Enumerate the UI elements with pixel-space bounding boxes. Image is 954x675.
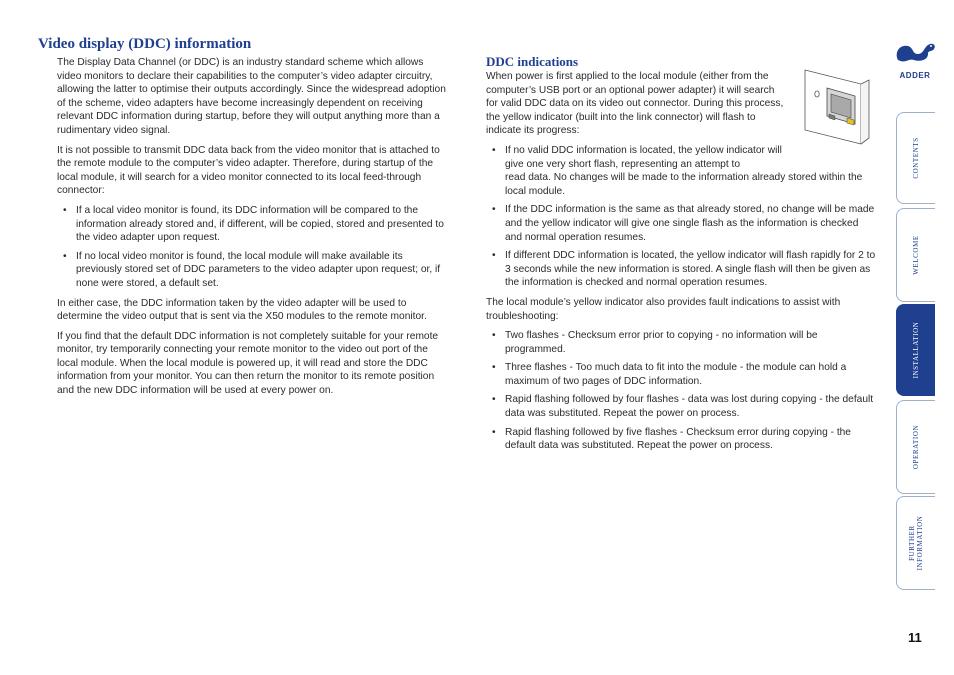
list-item-start: • If no valid DDC information is located, the yellow indicator will give one very short flash, representing an attempt to (505, 144, 782, 170)
left-column (57, 56, 449, 404)
list-item: • If different DDC information is located, the yellow indicator will flash rapidly for 2 to 3 seconds while the new information is stored. A single flash will then be given as the information is checked and normal operation resumes. (486, 249, 878, 290)
page-title: Video display (DDC) information (38, 36, 252, 52)
link-connector-illustration (803, 66, 873, 146)
tab-welcome[interactable] (896, 208, 935, 302)
tab-label: FURTHER INFORMATION (908, 515, 924, 571)
list-item: • Rapid flashing followed by five flashes - Checksum error during copying - the default data was substituted. Repeat the power on process. (486, 426, 878, 453)
fault-list (486, 329, 878, 453)
bullet-list (486, 144, 878, 290)
paragraph: When power is first applied to the local module (either from the computer’s USB port or an optional power adapter) it will search for valid DDC data on its video out connector. During this process, the yellow indicator (built into the link connector) will flash to indicate its progress: (486, 71, 784, 137)
tab-further-information[interactable] (896, 496, 935, 590)
list-item: • If the DDC information is the same as that already stored, no change will be made and the yellow indicator will give one single flash as the information is checked and normal operation resumes. (486, 203, 878, 244)
tab-operation[interactable] (896, 400, 935, 494)
paragraph: In either case, the DDC information taken by the video adapter will be used to determine the video output that is sent via the X50 modules to the remote monitor. (57, 297, 427, 323)
tab-installation[interactable] (896, 304, 935, 396)
tab-label: INSTALLATION (912, 321, 920, 379)
snake-logo-icon (892, 38, 938, 66)
paragraph: If you find that the default DDC information is not completely suitable for your remote monitor, try temporarily connecting your remote monitor to the video out port of the local module. When the local module is powered up, it will read and store the DDC information from your monitor. You can then return the monitor to its remote position and the new DDC information will be used at every power on. (57, 330, 439, 397)
paragraph: The Display Data Channel (or DDC) is an industry standard scheme which allows video monitors to declare their capabilities to the computer’s video adapter circuitry, allowing the latter to optimise their outputs accordingly. Since the widespread adoption of the scheme, video adapters have become increasingly dependent on receiving relevant DDC information during startup, before they will output anything more than a rudimentary video signal. (57, 57, 446, 136)
adder-logo (892, 38, 938, 80)
paragraph: The local module’s yellow indicator also provides fault indications to assist with troubleshooting: (486, 296, 841, 322)
logo-text: ADDER (899, 71, 931, 80)
list-item: • If no local video monitor is found, the local module will make available its previously stored set of DDC parameters to the video adapter upon request; or, if none were stored, a default set. (57, 250, 449, 291)
tab-label: OPERATION (912, 424, 920, 470)
paragraph: It is not possible to transmit DDC data back from the video monitor that is attached to the remote module to the computer’s video adapter. Therefore, during startup of the local module, it will search for a video monitor connected to its local feed-through connector: (57, 144, 440, 197)
list-item: • Two flashes - Checksum error prior to copying - no information will be programmed. (486, 329, 878, 356)
list-item-end: read data. No changes will be made to the information already stored within the local module. (505, 172, 863, 197)
list-item (486, 144, 878, 198)
list-item: • Three flashes - Too much data to fit into the module - the module can hold a maximum of two pages of DDC information. (486, 361, 878, 388)
tab-label: CONTENTS (912, 137, 920, 179)
list-item: • Rapid flashing followed by four flashes - data was lost during copying - the default data was substituted. Repeat the power on process. (486, 393, 878, 420)
tab-contents[interactable] (896, 112, 935, 204)
tab-label: WELCOME (912, 235, 920, 275)
list-item: • If a local video monitor is found, its DDC information will be compared to the information already stored and, if different, will be copied, stored and presented to the video adapter upon request. (57, 204, 449, 245)
section-title: DDC indications (486, 54, 579, 69)
page-number: 11 (908, 630, 922, 645)
bullet-list (57, 204, 449, 291)
